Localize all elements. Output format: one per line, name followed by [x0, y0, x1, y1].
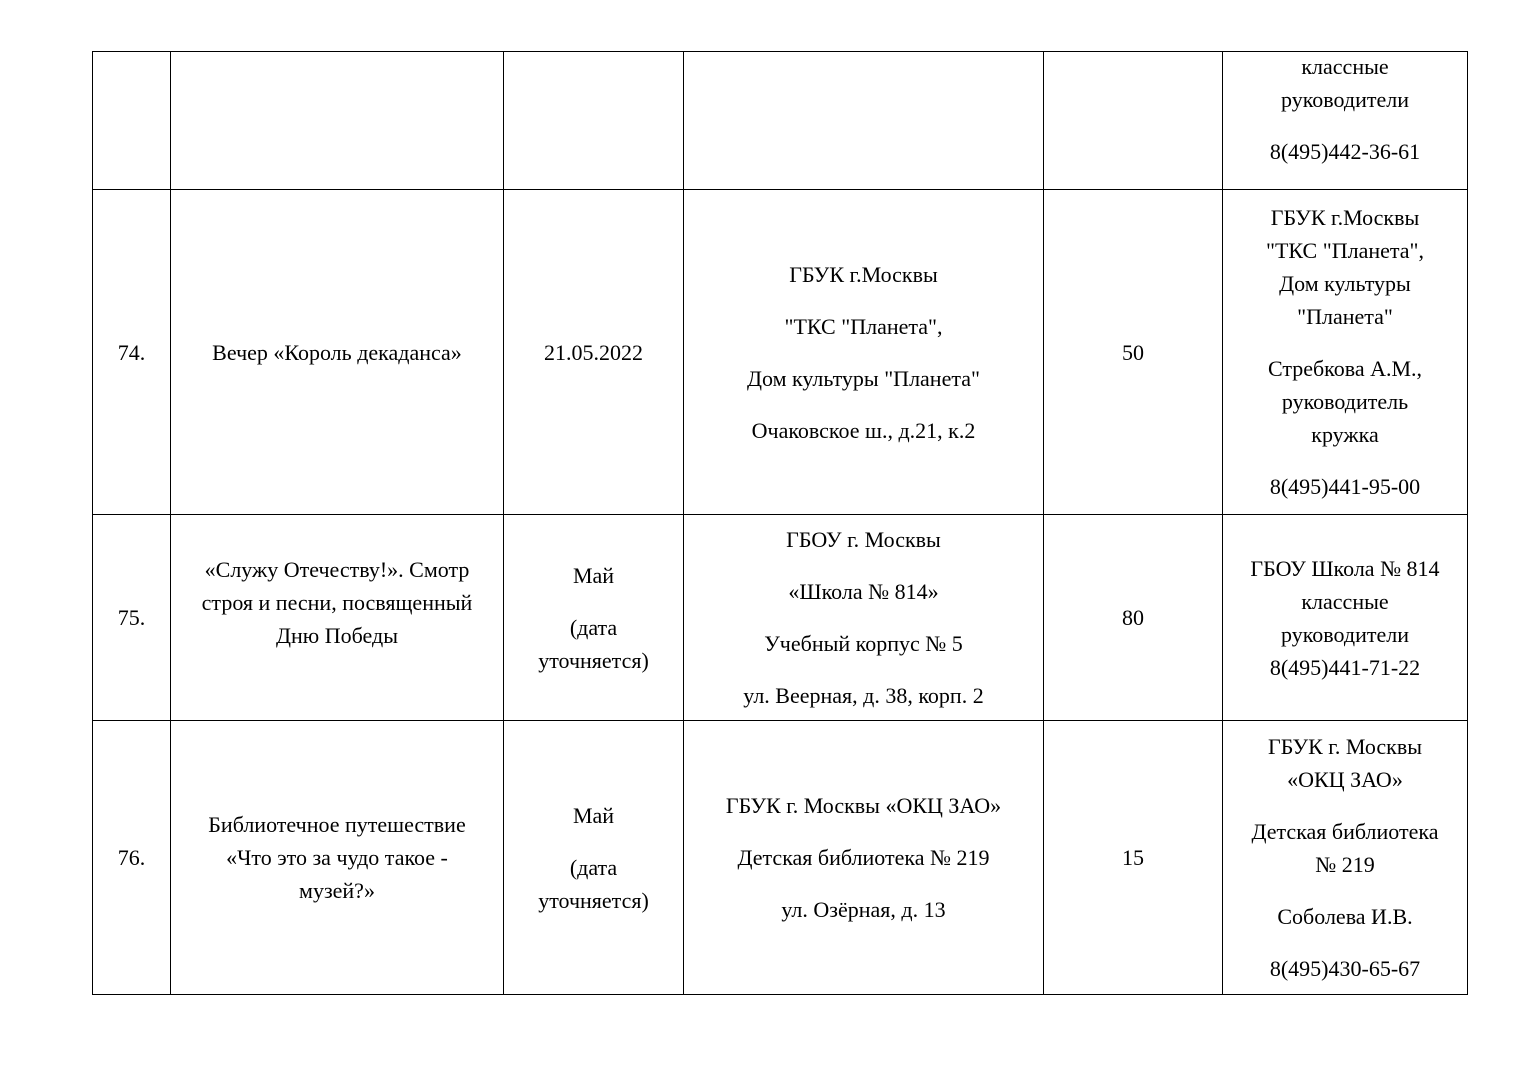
venue-line: ул. Озёрная, д. 13 — [781, 897, 946, 922]
event-line: Дню Победы — [276, 623, 398, 648]
organizer-line: "ТКС "Планета", — [1266, 238, 1424, 263]
organizer-line: Соболева И.В. — [1277, 904, 1413, 929]
organizer-line: Стребкова А.М., — [1267, 356, 1423, 381]
venue-line: ГБУК г. Москвы «ОКЦ ЗАО» — [725, 793, 1002, 818]
organizer-line: руководитель — [1281, 389, 1409, 414]
venue-cell — [684, 721, 1044, 995]
row-number-cell: 74. — [93, 190, 171, 515]
organizer-phone: 8(495)442-36-61 — [1269, 139, 1421, 164]
organizer-line: классные — [1301, 54, 1389, 79]
event-line: строя и песни, посвященный — [201, 590, 473, 615]
venue-line: «Школа № 814» — [788, 579, 939, 604]
organizer-cell — [1223, 52, 1468, 190]
event-cell — [171, 721, 504, 995]
participants-cell: 80 — [1044, 515, 1223, 721]
organizer-line: № 219 — [1315, 852, 1375, 877]
organizer-line: Детская библиотека — [1251, 819, 1439, 844]
event-cell — [171, 190, 504, 515]
events-table — [92, 51, 1468, 995]
date-line: Май — [572, 802, 615, 828]
organizer-line: классные — [1301, 588, 1389, 614]
date-line: Май — [572, 562, 615, 588]
organizer-cell — [1223, 721, 1468, 995]
event-spacer — [179, 652, 495, 682]
event-line: «Служу Отечеству!». Смотр — [204, 557, 470, 582]
organizer-line: ГБУК г. Москвы — [1267, 734, 1423, 759]
date-cell — [504, 190, 684, 515]
participants-cell: 15 — [1044, 721, 1223, 995]
organizer-line: ГБУК г.Москвы — [1270, 205, 1420, 230]
venue-line: ГБУК г.Москвы — [789, 261, 938, 287]
row-number-cell: 75. — [93, 515, 171, 721]
organizer-cell — [1223, 515, 1468, 721]
organizer-phone: 8(495)430-65-67 — [1269, 956, 1421, 981]
event-line: музей?» — [299, 878, 375, 903]
event-line: «Что это за чудо такое - — [226, 845, 448, 870]
venue-line: Дом культуры "Планета" — [747, 365, 980, 391]
date-line: (дата — [569, 854, 618, 880]
organizer-line: «ОКЦ ЗАО» — [1287, 767, 1403, 792]
organizer-line: ГБОУ Школа № 814 — [1250, 555, 1440, 581]
venue-line: ул. Веерная, д. 38, корп. 2 — [743, 683, 984, 708]
participants-cell — [1044, 52, 1223, 190]
organizer-phone: 8(495)441-95-00 — [1269, 474, 1421, 499]
date-line: уточняется) — [538, 887, 649, 913]
row-number-cell: 76. — [93, 721, 171, 995]
row-number-cell — [93, 52, 171, 190]
event-cell — [171, 52, 504, 190]
event-cell — [171, 515, 504, 721]
participants-cell: 50 — [1044, 190, 1223, 515]
organizer-cell — [1223, 190, 1468, 515]
organizer-line: Дом культуры — [1279, 271, 1411, 296]
table-row — [93, 52, 1468, 190]
organizer-line: руководители — [1281, 621, 1409, 647]
venue-line: Детская библиотека № 219 — [737, 845, 990, 870]
table-row — [93, 721, 1468, 995]
venue-line: ГБОУ г. Москвы — [786, 527, 941, 552]
venue-cell — [684, 52, 1044, 190]
event-line: Библиотечное путешествие — [208, 812, 466, 837]
table-row — [93, 190, 1468, 515]
organizer-line: руководители — [1281, 87, 1409, 112]
organizer-phone: 8(495)441-71-22 — [1269, 654, 1421, 680]
venue-cell — [684, 515, 1044, 721]
date-line: 21.05.2022 — [544, 339, 643, 365]
date-line: (дата — [569, 614, 618, 640]
venue-cell — [684, 190, 1044, 515]
date-cell — [504, 515, 684, 721]
venue-line: Очаковское ш., д.21, к.2 — [751, 417, 976, 443]
event-line: Вечер «Король декаданса» — [212, 339, 462, 365]
date-cell — [504, 721, 684, 995]
organizer-line: кружка — [1311, 422, 1379, 447]
venue-line: Учебный корпус № 5 — [764, 631, 963, 656]
table-row — [93, 515, 1468, 721]
venue-line: "ТКС "Планета", — [784, 313, 943, 339]
date-line: уточняется) — [538, 647, 649, 673]
organizer-line: "Планета" — [1297, 304, 1393, 329]
date-cell — [504, 52, 684, 190]
